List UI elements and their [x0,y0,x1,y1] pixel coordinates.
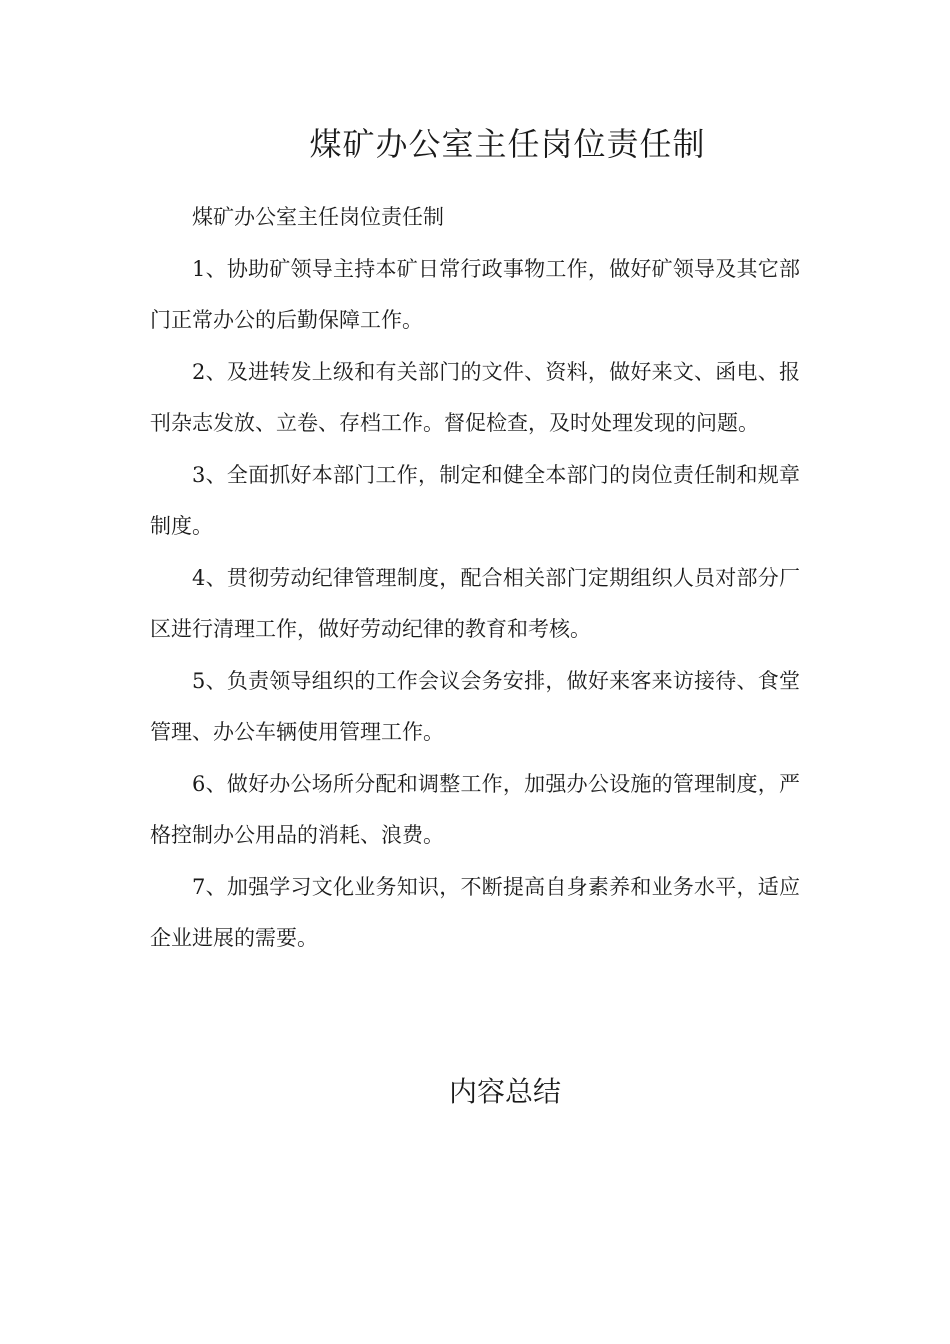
responsibility-item-7: 7、加强学习文化业务知识，不断提高自身素养和业务水平，适应企业进展的需要。 [150,874,800,950]
responsibility-item-1: 1、协助矿领导主持本矿日常行政事物工作，做好矿领导及其它部门正常办公的后勤保障工作。 [150,256,800,332]
responsibility-item-5: 5、负责领导组织的工作会议会务安排，做好来客来访接待、食堂管理、办公车辆使用管理工作。 [150,668,800,744]
document-body [150,192,800,965]
responsibility-item-3: 3、全面抓好本部门工作，制定和健全本部门的岗位责任制和规章制度。 [150,462,800,538]
document-title: 煤矿办公室主任岗位责任制 [309,125,706,163]
responsibility-item-2: 2、及进转发上级和有关部门的文件、资料，做好来文、函电、报刊杂志发放、立卷、存档工作。督促检查，及时处理发现的问题。 [150,359,800,435]
responsibility-item-4: 4、贯彻劳动纪律管理制度，配合相关部门定期组织人员对部分厂区进行清理工作，做好劳动纪律的教育和考核。 [150,565,800,641]
summary-heading: 内容总结 [448,1075,561,1108]
document-subtitle: 煤矿办公室主任岗位责任制 [192,205,444,229]
responsibility-item-6: 6、做好办公场所分配和调整工作，加强办公设施的管理制度，严格控制办公用品的消耗、浪费。 [150,771,800,847]
